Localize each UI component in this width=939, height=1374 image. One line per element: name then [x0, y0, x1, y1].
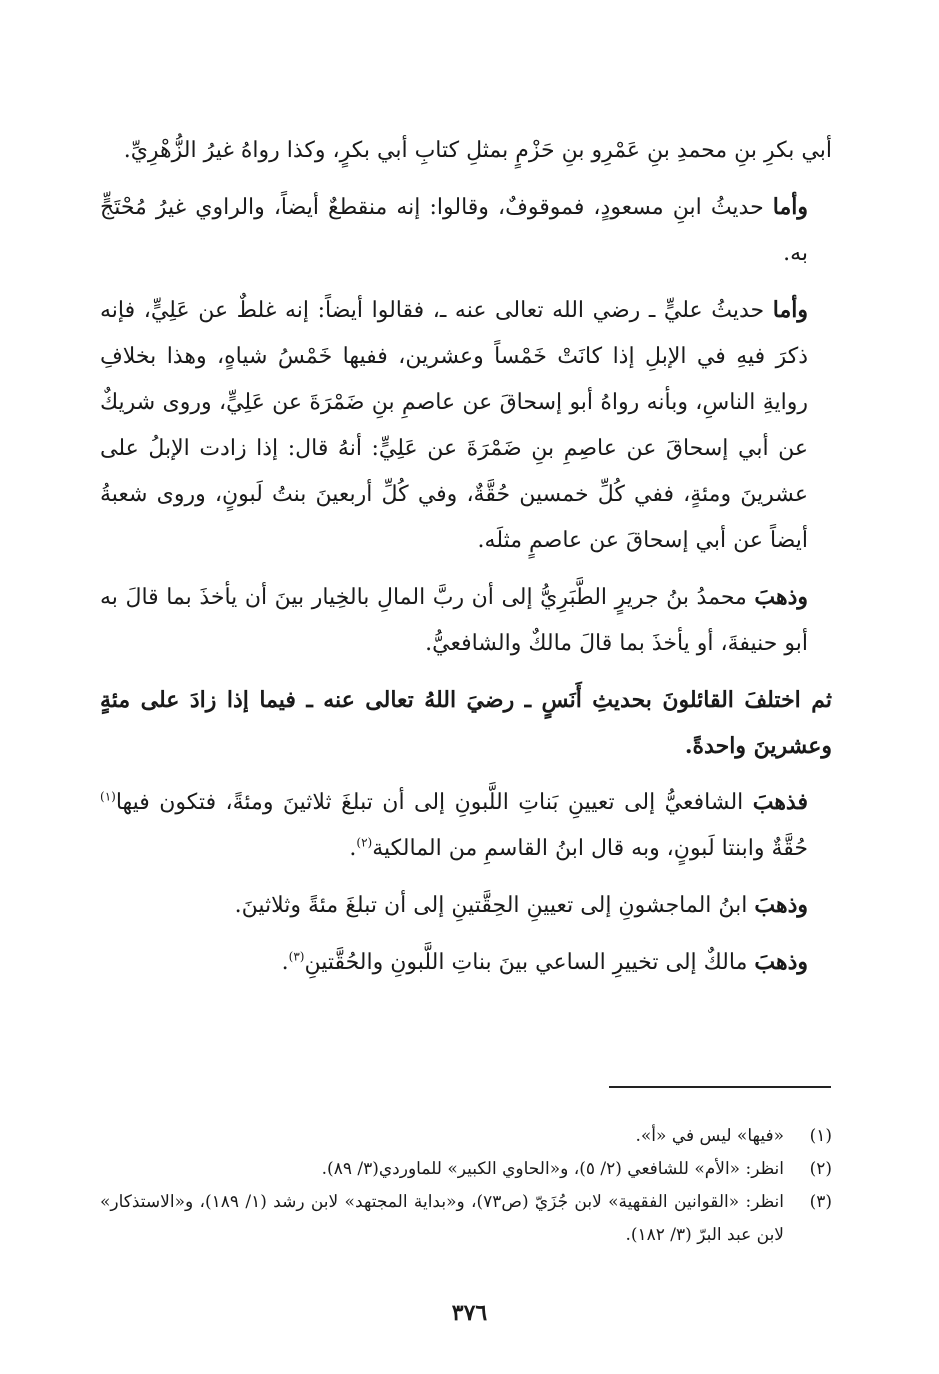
- paragraph-6: [100, 779, 832, 872]
- footnote-separator: [609, 1086, 831, 1088]
- paragraph-text: حديثُ ابنِ مسعودٍ، فموقوفٌ، وقالوا: إنه منقطعٌ أيضاً، والراوي غيرُ مُحْتَجٍّ به.: [100, 195, 808, 266]
- footnote-text: «فيها» ليس في «أ».: [635, 1126, 784, 1146]
- paragraph-text: أبي بكرِ بنِ محمدِ بنِ عَمْرِو بنِ حَزْمٍ بمثلِ كتابِ أبي بكرٍ، وكذا رواهُ غيرُ الزُّهْرِيِّ.: [123, 138, 832, 163]
- paragraph-text: ثم اختلفَ القائلونَ بحديثِ أَنَسٍ ـ رضيَ اللهُ تعالى عنه ـ فيما إذا زادَ على مئةٍ وعشرينَ واحدةً.: [100, 687, 833, 759]
- paragraph-lead: وذهبَ: [754, 584, 808, 610]
- footnote-number: (٢): [809, 1159, 832, 1179]
- paragraph-text: مالكٌ إلى تخييرِ الساعي بينَ بناتِ اللَّبونِ والحُقَّتينِ: [304, 950, 755, 975]
- paragraph-7: [100, 882, 832, 929]
- paragraph-8: [100, 939, 832, 986]
- paragraph-text-end: .: [349, 836, 357, 861]
- paragraph-2: [100, 184, 832, 277]
- paragraph-1: [100, 128, 832, 174]
- paragraph-lead: فذهبَ: [752, 789, 808, 815]
- footnote-number: (٣): [809, 1192, 832, 1212]
- paragraph-text: الشافعيُّ إلى تعيينِ بَناتِ اللَّبونِ إلى أن تبلغَ ثلاثينَ ومئةً، فتكون فيها: [115, 790, 753, 815]
- paragraph-lead: وذهبَ: [754, 892, 808, 918]
- footnote-3: [100, 1186, 832, 1252]
- page-number: ٣٧٦: [451, 1300, 488, 1326]
- paragraph-3: [100, 287, 832, 564]
- paragraph-lead: وذهبَ: [754, 949, 808, 975]
- paragraph-lead: وأما: [772, 297, 808, 323]
- paragraph-lead: وأما: [772, 194, 808, 220]
- footnote-2: [100, 1153, 832, 1186]
- paragraph-text-cont: حُقَّةٌ وابنتا لَبونٍ، وبه قال ابنُ القاسمِ من المالكية: [372, 836, 808, 861]
- paragraph-text: ابنُ الماجشونِ إلى تعيينِ الحِقَّتينِ إلى أن تبلغَ مئةً وثلاثينَ.: [234, 893, 755, 918]
- paragraph-4: [100, 574, 832, 667]
- footnote-number: (١): [809, 1126, 832, 1146]
- main-text: [100, 128, 832, 996]
- footnote-ref-1[interactable]: (١): [100, 789, 116, 804]
- footnotes: [100, 1120, 832, 1252]
- footnote-1: [100, 1120, 832, 1153]
- paragraph-5: [100, 677, 832, 769]
- paragraph-text: حديثُ عليٍّ ـ رضي الله تعالى عنه ـ، فقالوا أيضاً: إنه غلطٌ عن عَلِيٍّ، فإنه ذكرَ فيهِ في الإبلِ إذا كانَتْ خَمْساً وعشرين، ففيها خَمْسُ شياهٍ، وهذا بخلافِ روايةِ الناسِ، وبأنه رواهُ أبو إسحاقَ عن عاصمِ بنِ ضَمْرَةَ عن عَلِيٍّ، وروى شريكٌ عن أبي إسحاقَ عن عاصِمِ بنِ ضَمْرَةَ عن عَلِيٍّ: أنهُ قال: إذا زادت الإبلُ على عشرينَ ومئةٍ، ففي كُلِّ خمسين حُقَّةٌ، وفي كُلِّ أربعينَ بنتُ لَبونٍ، وروى شعبةُ أيضاً عن أبي إسحاقَ عن عاصمٍ مثلَه.: [100, 298, 808, 553]
- footnote-ref-2[interactable]: (٢): [356, 835, 373, 850]
- footnote-ref-3[interactable]: (٣): [288, 949, 305, 964]
- paragraph-text-end: .: [281, 950, 289, 975]
- footnote-text: انظر: «الأم» للشافعي (٢/ ٥)، و«الحاوي الكبير» للماوردي(٣/ ٨٩).: [321, 1159, 784, 1179]
- paragraph-text: محمدُ بنُ جريرٍ الطَّبَرِيُّ إلى أن ربَّ المالِ بالخِيار بينَ أن يأخذَ بما قالَ به أبو حنيفةَ، أو يأخذَ بما قالَ مالكٌ والشافعيُّ.: [100, 585, 808, 656]
- footnote-text: انظر: «القوانين الفقهية» لابن جُزَيّ (ص٧٣)، و«بداية المجتهد» لابن رشد (١/ ١٨٩)، و«الاستذكار» لابن عبد البرّ (٣/ ١٨٢).: [100, 1192, 784, 1245]
